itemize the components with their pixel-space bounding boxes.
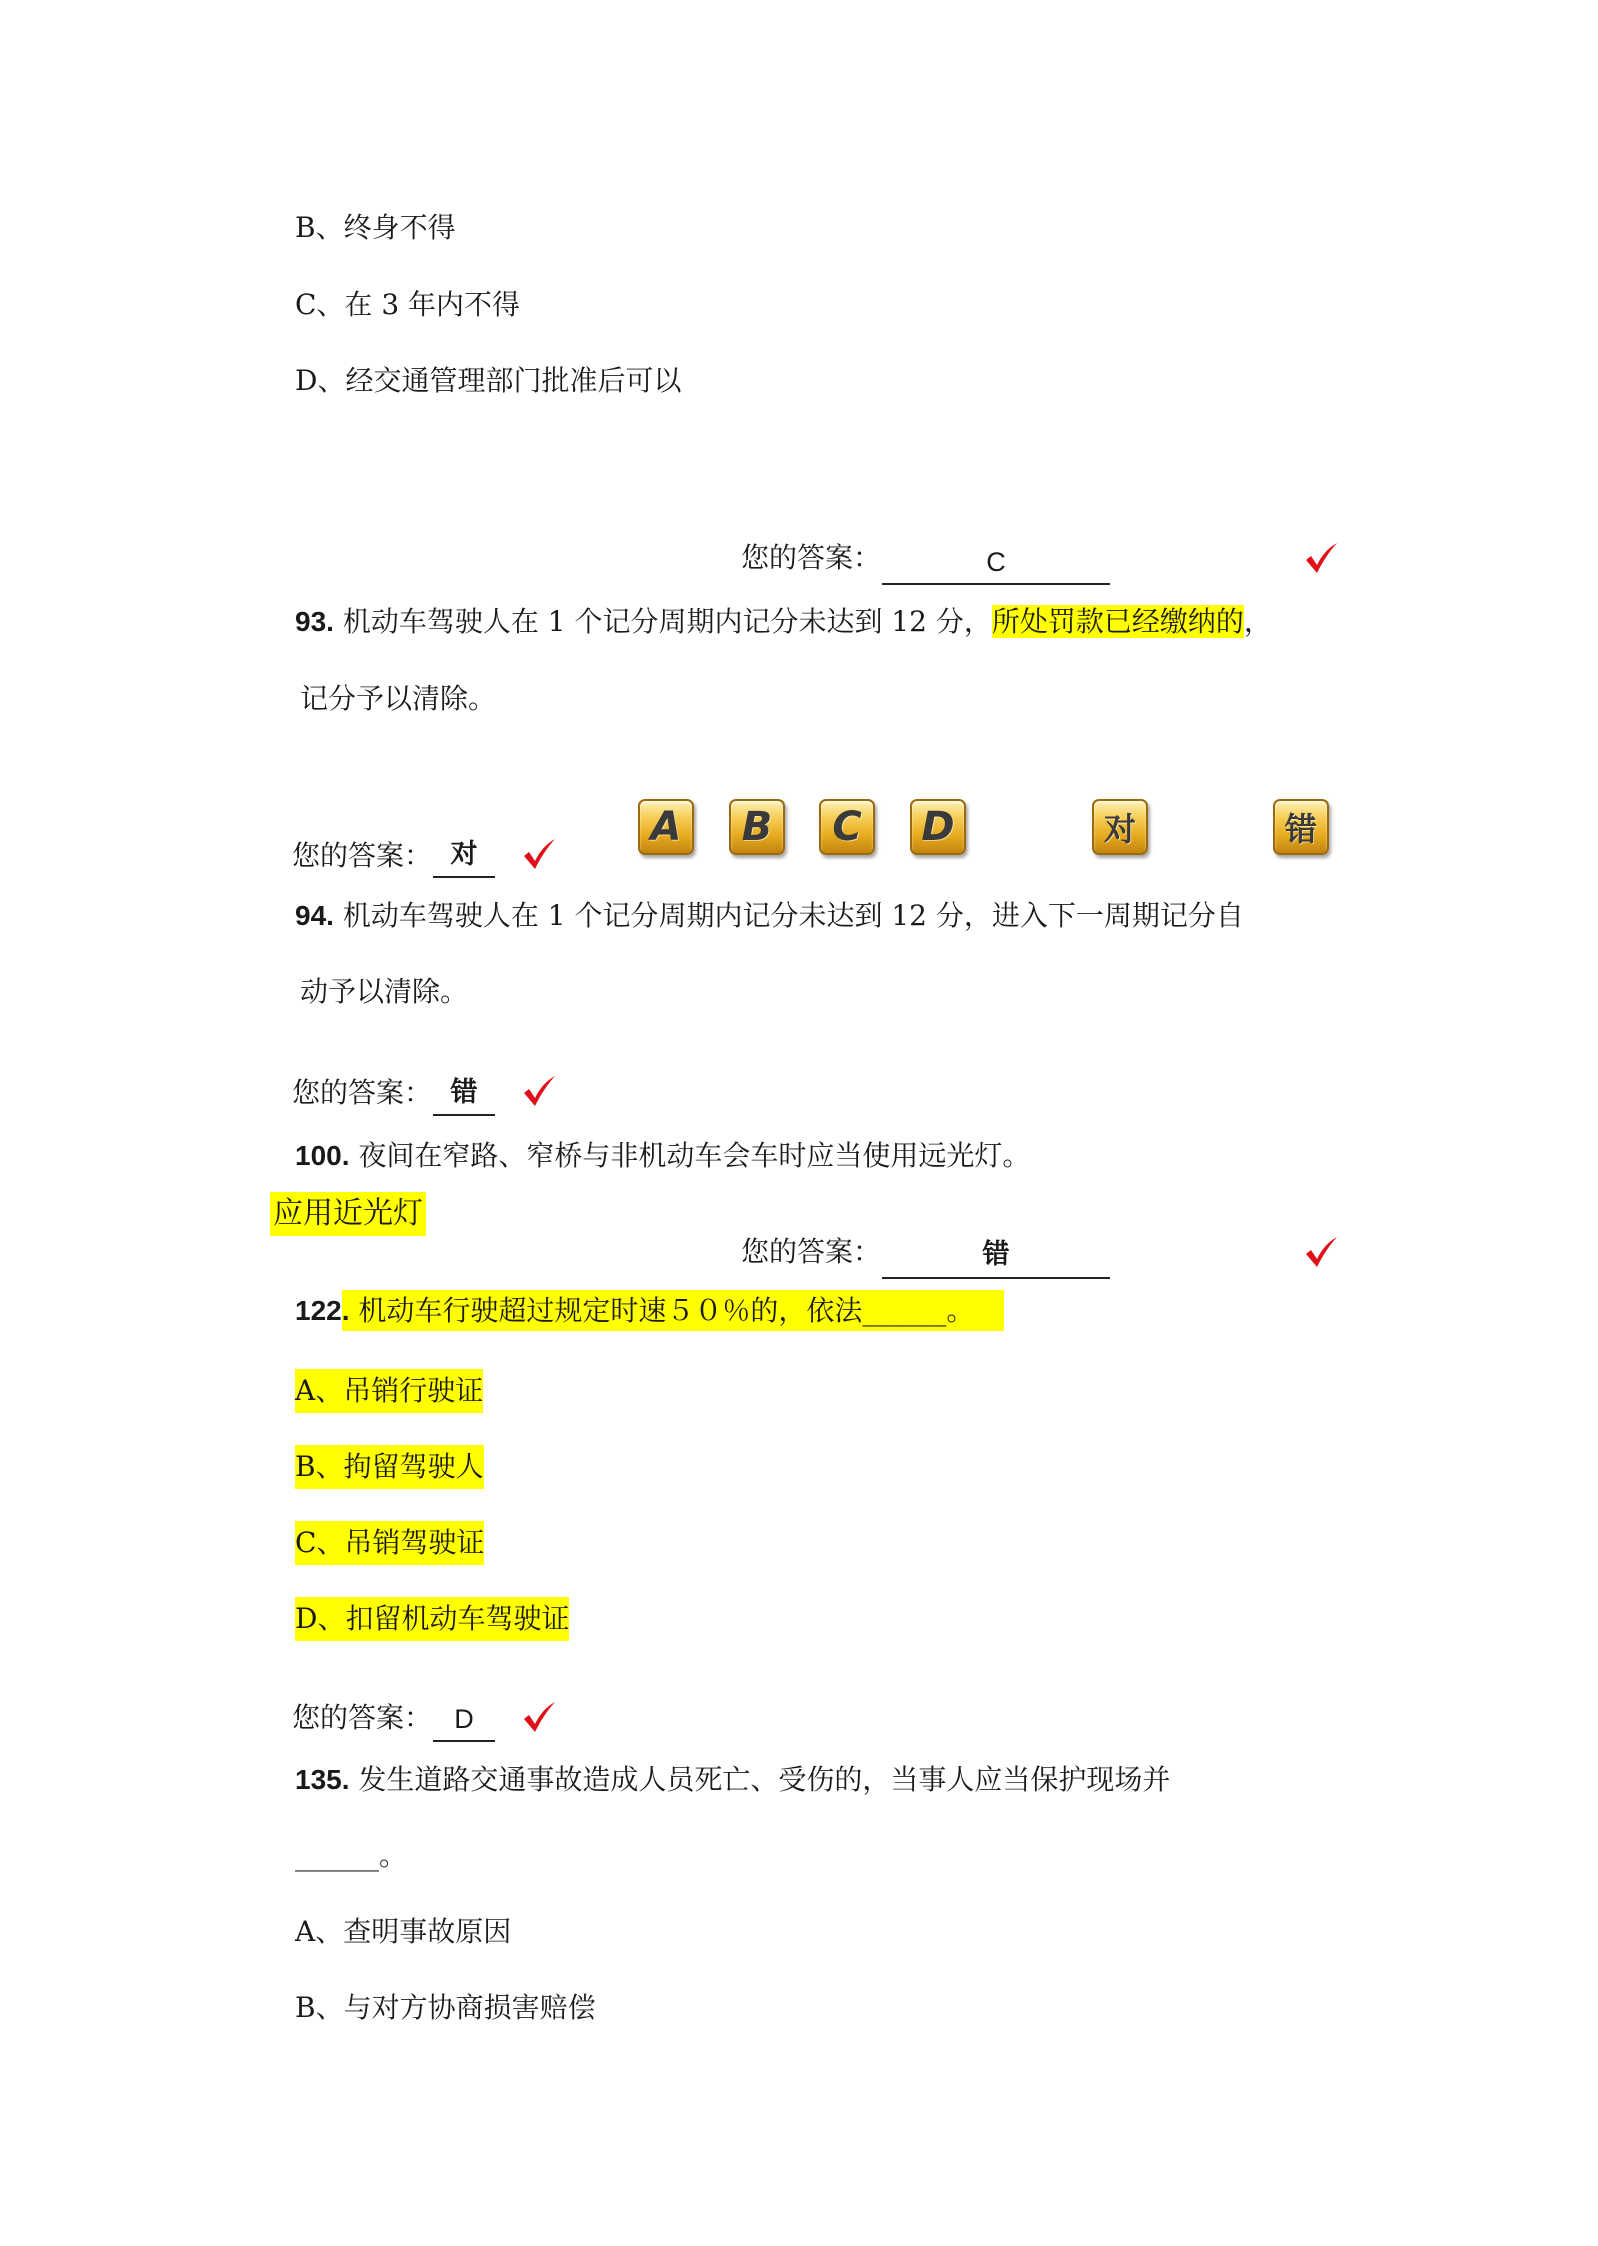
question-94-line2: 动予以清除。	[300, 975, 469, 1008]
answer-button-b[interactable]	[729, 799, 785, 855]
answer-button-a[interactable]	[638, 799, 694, 855]
answer-label: 您的答案：	[741, 1235, 882, 1268]
answer-button-c[interactable]	[819, 799, 875, 855]
answer-label: 您的答案：	[741, 541, 882, 574]
check-icon	[522, 837, 556, 871]
note-highlight: 应用近光灯	[270, 1192, 426, 1236]
question-number: 93.	[295, 606, 334, 637]
answer-button-false[interactable]	[1273, 799, 1329, 855]
button-label: C	[832, 804, 862, 850]
button-label: D	[921, 804, 955, 850]
answer-value: D	[454, 1704, 474, 1734]
question-text: 发生道路交通事故造成人员死亡、受伤的，当事人应当保护现场并	[358, 1763, 1171, 1796]
button-label: A	[650, 804, 682, 850]
check-icon	[522, 1700, 556, 1734]
answer-value: C	[986, 547, 1006, 577]
question-94	[295, 898, 1244, 934]
answer-underline	[433, 1740, 495, 1742]
answer-value: 对	[450, 839, 478, 870]
answer-value: 错	[982, 1239, 1010, 1270]
question-text: 机动车驾驶人在 1 个记分周期内记分未达到 12 分，	[342, 605, 992, 638]
option-c: C、吊销驾驶证	[295, 1521, 484, 1565]
question-text-end: ，	[1243, 605, 1272, 638]
option-a: A、查明事故原因	[295, 1915, 512, 1948]
question-122	[295, 1293, 1004, 1329]
answer-underline	[882, 1277, 1110, 1279]
answer-button-true[interactable]	[1092, 799, 1148, 855]
check-icon	[1304, 541, 1338, 575]
question-93-line2: 记分予以清除。	[300, 682, 497, 715]
button-label: 对	[1103, 810, 1136, 848]
answer-underline	[882, 583, 1110, 585]
option-b: B、终身不得	[295, 211, 456, 244]
answer-label: 您的答案：	[292, 1701, 433, 1734]
answer-underline	[433, 876, 495, 878]
check-icon	[522, 1074, 556, 1108]
question-number: 94.	[295, 900, 334, 931]
question-number-dot: .	[341, 1295, 350, 1326]
option-d: D、扣留机动车驾驶证	[295, 1597, 569, 1641]
answer-value: 错	[450, 1077, 478, 1108]
option-d: D、经交通管理部门批准后可以	[295, 364, 682, 397]
question-number: 122	[295, 1295, 342, 1326]
question-135-line2: ______。	[295, 1839, 408, 1872]
answer-label: 您的答案：	[292, 1076, 433, 1109]
highlighted-text	[342, 1290, 1005, 1331]
question-text: 机动车驾驶人在 1 个记分周期内记分未达到 12 分，进入下一周期记分自	[342, 899, 1244, 932]
question-number: 100.	[295, 1140, 350, 1171]
question-number: 135.	[295, 1764, 350, 1795]
answer-label: 您的答案：	[292, 839, 433, 872]
answer-button-d[interactable]	[910, 799, 966, 855]
question-93	[295, 604, 1272, 640]
option-b: B、拘留驾驶人	[295, 1445, 484, 1489]
highlighted-text: 所处罚款已经缴纳的	[991, 605, 1244, 638]
answer-underline	[433, 1114, 495, 1116]
question-100	[295, 1138, 1030, 1174]
question-text: 机动车行驶超过规定时速５０％的，依法______。	[358, 1294, 975, 1327]
question-135	[295, 1762, 1170, 1798]
option-c: C、在 3 年内不得	[295, 288, 521, 321]
option-b: B、与对方协商损害赔偿	[295, 1991, 596, 2024]
button-label: B	[741, 804, 773, 850]
button-label: 错	[1284, 810, 1317, 848]
option-a: A、吊销行驶证	[295, 1369, 483, 1413]
check-icon	[1304, 1235, 1338, 1269]
question-text: 夜间在窄路、窄桥与非机动车会车时应当使用远光灯。	[358, 1139, 1031, 1172]
